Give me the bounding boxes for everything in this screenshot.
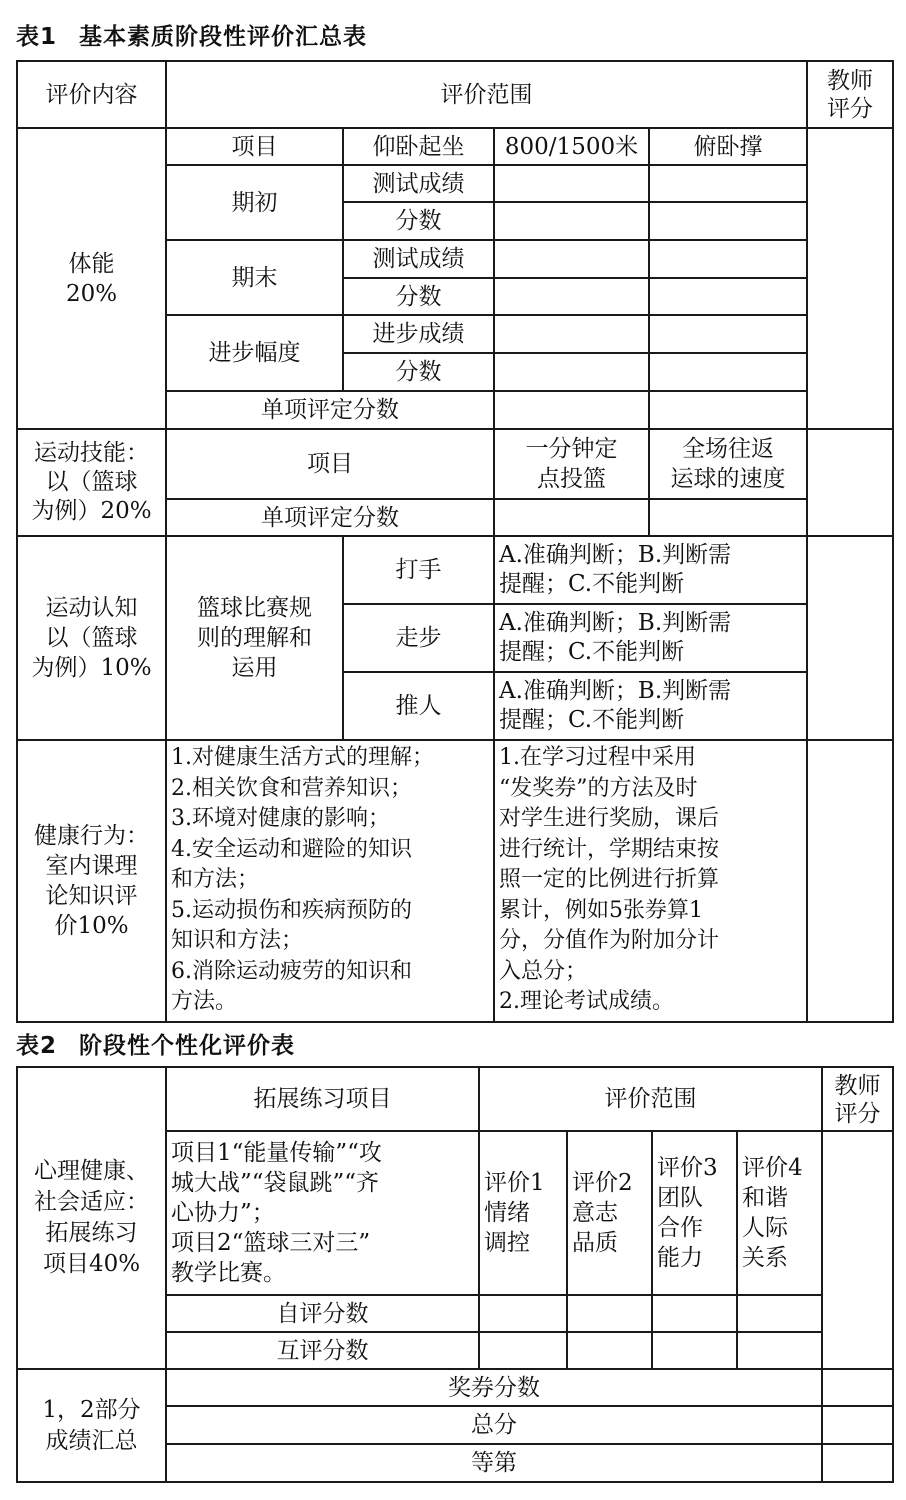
fitness-start-test-cell: 测试成绩 <box>343 165 494 202</box>
empty-cell <box>737 1332 822 1369</box>
cognition-label-cell <box>17 536 166 740</box>
cognition-opt-line-1: A.准确判断；B.判断需 <box>499 542 732 568</box>
cognition-name-cell: 打手 <box>343 536 494 604</box>
teacher-line-1: 教师 <box>834 1073 881 1099</box>
health-topic-line: 方法。 <box>171 989 238 1014</box>
fitness-label-cell <box>17 128 166 429</box>
cognition-options-cell <box>494 536 807 604</box>
health-method-line: “发奖券”的方法及时 <box>499 775 698 801</box>
eval-4-cell <box>737 1131 822 1295</box>
cognition-name-cell: 推人 <box>343 672 494 740</box>
eval-2-line: 品质 <box>572 1230 618 1256</box>
empty-cell <box>822 1369 893 1406</box>
fitness-item-cell: 项目 <box>166 128 343 165</box>
table2-label-4: 项目40% <box>42 1251 141 1277</box>
cognition-row-1 <box>17 536 893 604</box>
eval-4-line: 和谐 <box>742 1185 788 1211</box>
table2-label-2: 社会适应： <box>34 1189 149 1215</box>
header-teacher-cell <box>807 61 893 128</box>
health-topic-line: 6.消除运动疲劳的知识和 <box>171 958 412 984</box>
skill-teacher-score-cell <box>807 429 893 536</box>
empty-cell <box>479 1332 567 1369</box>
empty-cell <box>649 165 807 202</box>
health-label-3: 论知识评 <box>45 883 138 909</box>
health-method-line: 2.理论考试成绩。 <box>499 989 674 1014</box>
eval-2-line: 评价2 <box>572 1170 633 1196</box>
health-method-cell <box>494 740 807 1022</box>
fitness-col-pushup: 俯卧撑 <box>649 128 807 165</box>
empty-cell <box>494 391 649 429</box>
health-method-line: 进行统计，学期结束按 <box>499 836 720 862</box>
empty-cell <box>567 1332 652 1369</box>
health-method-line: 入总分； <box>499 958 588 984</box>
fitness-start-score-cell: 分数 <box>343 202 494 240</box>
cognition-label-3: 为例）10% <box>31 655 152 681</box>
skill-label-3: 为例）20% <box>31 498 152 524</box>
skill-col2-line-1: 全场往返 <box>682 436 774 462</box>
table2-teacher-header-cell <box>822 1067 893 1131</box>
cognition-options-cell <box>494 604 807 672</box>
health-method-line: 分，分值作为附加分计 <box>499 928 720 953</box>
cognition-topic-3: 运用 <box>231 655 278 681</box>
voucher-score-cell: 奖券分数 <box>166 1369 822 1406</box>
skill-item-cell: 项目 <box>166 429 494 499</box>
eval-1-line: 调控 <box>484 1230 530 1256</box>
header-scope-cell: 评价范围 <box>166 61 807 128</box>
summary-label-cell <box>17 1369 166 1482</box>
empty-cell <box>479 1295 567 1332</box>
fitness-col-situp: 仰卧起坐 <box>343 128 494 165</box>
eval-2-cell <box>567 1131 652 1295</box>
table2-header-row <box>17 1067 893 1131</box>
total-cell: 总分 <box>166 1406 822 1444</box>
table2-label-1: 心理健康、 <box>34 1158 149 1184</box>
fitness-progress-cell: 进步幅度 <box>166 315 343 391</box>
empty-cell <box>649 240 807 278</box>
voucher-row <box>17 1369 893 1406</box>
cognition-topic-2: 则的理解和 <box>197 625 312 651</box>
skill-label-cell <box>17 429 166 536</box>
table2-caption-number: 表2 <box>16 1033 58 1059</box>
skill-col-shoot <box>494 429 649 499</box>
project-line: 项目1“能量传输”“攻 <box>171 1140 382 1166</box>
skill-col1-line-2: 点投篮 <box>537 466 606 492</box>
cognition-opt-line-2: 提醒；C.不能判断 <box>499 639 685 665</box>
cognition-topic-1: 篮球比赛规 <box>197 595 312 621</box>
health-method-line: 1.在学习过程中采用 <box>499 745 696 770</box>
health-topic-line: 5.运动损伤和疾病预防的 <box>171 897 412 923</box>
health-label-cell <box>17 740 166 1022</box>
project-line: 项目2“篮球三对三” <box>171 1230 371 1256</box>
empty-cell <box>649 278 807 315</box>
skill-label-1: 运动技能： <box>34 440 149 466</box>
table1-caption-number: 表1 <box>16 24 58 50</box>
empty-cell <box>567 1295 652 1332</box>
empty-cell <box>494 315 649 353</box>
ext-item-header-cell: 拓展练习项目 <box>166 1067 479 1131</box>
eval-3-line: 团队 <box>657 1185 703 1211</box>
skill-single-score-cell: 单项评定分数 <box>166 499 494 536</box>
empty-cell <box>737 1295 822 1332</box>
fitness-label-1: 体能 <box>68 250 115 277</box>
empty-cell <box>494 353 649 391</box>
eval-3-cell <box>652 1131 737 1295</box>
fitness-label-2: 20% <box>65 280 118 307</box>
empty-cell <box>649 353 807 391</box>
eval-1-cell <box>479 1131 567 1295</box>
health-topics-cell <box>166 740 494 1022</box>
health-topic-line: 和方法； <box>171 867 260 892</box>
fitness-progress-score-cell: 进步成绩 <box>343 315 494 353</box>
table2-scope-header-cell: 评价范围 <box>479 1067 822 1131</box>
health-topic-line: 2.相关饮食和营养知识； <box>171 775 412 801</box>
health-topic-line: 知识和方法； <box>171 928 304 953</box>
project-line: 心协力”； <box>171 1200 275 1226</box>
cognition-topic-cell <box>166 536 343 740</box>
fitness-end-score-cell: 分数 <box>343 278 494 315</box>
health-method-line: 照一定的比例进行折算 <box>499 867 720 892</box>
health-topic-line: 1.对健康生活方式的理解； <box>171 745 434 770</box>
peer-score-cell: 互评分数 <box>166 1332 479 1369</box>
health-label-2: 室内课理 <box>45 853 138 879</box>
eval-4-line: 关系 <box>742 1245 788 1271</box>
cognition-label-1: 运动认知 <box>45 595 138 621</box>
health-topic-line: 4.安全运动和避险的知识 <box>171 836 412 862</box>
projects-cell <box>166 1131 479 1295</box>
health-teacher-score-cell <box>807 740 893 1022</box>
cognition-opt-line-2: 提醒；C.不能判断 <box>499 571 685 597</box>
header-content-cell: 评价内容 <box>17 61 166 128</box>
fitness-single-score-cell: 单项评定分数 <box>166 391 494 429</box>
fitness-end-cell: 期末 <box>166 240 343 315</box>
health-label-1: 健康行为： <box>34 823 149 849</box>
eval-3-line: 合作 <box>657 1215 703 1241</box>
cognition-label-2: 以（篮球 <box>45 625 138 651</box>
eval-1-line: 评价1 <box>484 1170 545 1196</box>
table2 <box>16 1066 894 1483</box>
empty-cell <box>494 278 649 315</box>
empty-cell <box>649 391 807 429</box>
table1-header-row <box>17 61 893 128</box>
empty-cell <box>494 499 649 536</box>
skill-col2-line-2: 运球的速度 <box>670 466 786 492</box>
cognition-name-cell: 走步 <box>343 604 494 672</box>
empty-cell <box>494 240 649 278</box>
eval-4-line: 评价4 <box>742 1155 803 1181</box>
eval-4-line: 人际 <box>742 1215 788 1241</box>
skill-col1-line-1: 一分钟定 <box>525 436 618 462</box>
project-line: 城大战”“袋鼠跳”“齐 <box>171 1170 380 1196</box>
summary-label-2: 成绩汇总 <box>45 1427 138 1454</box>
cognition-options-cell <box>494 672 807 740</box>
table2-label-cell <box>17 1067 166 1369</box>
cognition-teacher-score-cell <box>807 536 893 740</box>
empty-cell <box>822 1406 893 1444</box>
skill-item-row <box>17 429 893 499</box>
skill-label-2: 以（篮球 <box>45 469 138 495</box>
empty-cell <box>649 499 807 536</box>
health-topic-line: 3.环境对健康的影响； <box>171 806 390 831</box>
health-method-line: 累计，例如5张券算1 <box>499 897 703 923</box>
fitness-item-row <box>17 128 893 165</box>
summary-label-1: 1，2部分 <box>42 1396 141 1423</box>
skill-col-dribble <box>649 429 807 499</box>
fitness-teacher-score-cell <box>807 128 893 429</box>
health-method-line: 对学生进行奖励，课后 <box>499 806 720 831</box>
health-row <box>17 740 893 1022</box>
empty-cell <box>652 1295 737 1332</box>
empty-cell <box>494 165 649 202</box>
table2-caption <box>16 1027 295 1060</box>
eval-3-line: 能力 <box>657 1245 703 1271</box>
eval-3-line: 评价3 <box>657 1155 718 1181</box>
empty-cell <box>652 1332 737 1369</box>
cognition-opt-line-2: 提醒；C.不能判断 <box>499 707 685 733</box>
teacher-line-2: 评分 <box>834 1101 881 1127</box>
health-label-4: 价10% <box>54 913 129 939</box>
table1-caption <box>16 18 367 51</box>
cognition-opt-line-1: A.准确判断；B.判断需 <box>499 610 732 636</box>
table2-label-3: 拓展练习 <box>45 1220 138 1246</box>
eval-2-line: 意志 <box>572 1200 618 1226</box>
fitness-progress-points-cell: 分数 <box>343 353 494 391</box>
table1 <box>16 60 894 1023</box>
fitness-end-test-cell: 测试成绩 <box>343 240 494 278</box>
empty-cell <box>649 202 807 240</box>
empty-cell <box>494 202 649 240</box>
table2-caption-title: 阶段性个性化评价表 <box>79 1033 296 1059</box>
project-line: 教学比赛。 <box>171 1260 286 1286</box>
empty-cell <box>649 315 807 353</box>
table1-caption-title: 基本素质阶段性评价汇总表 <box>79 24 368 50</box>
table2-teacher-score-cell <box>822 1131 893 1369</box>
empty-cell <box>822 1444 893 1482</box>
self-score-cell: 自评分数 <box>166 1295 479 1332</box>
teacher-line-1: 教师 <box>827 67 873 94</box>
grade-cell: 等第 <box>166 1444 822 1482</box>
fitness-start-cell: 期初 <box>166 165 343 240</box>
fitness-col-run: 800/1500米 <box>494 128 649 165</box>
eval-1-line: 情绪 <box>484 1200 530 1226</box>
teacher-line-2: 评分 <box>827 95 873 122</box>
cognition-opt-line-1: A.准确判断；B.判断需 <box>499 678 732 704</box>
